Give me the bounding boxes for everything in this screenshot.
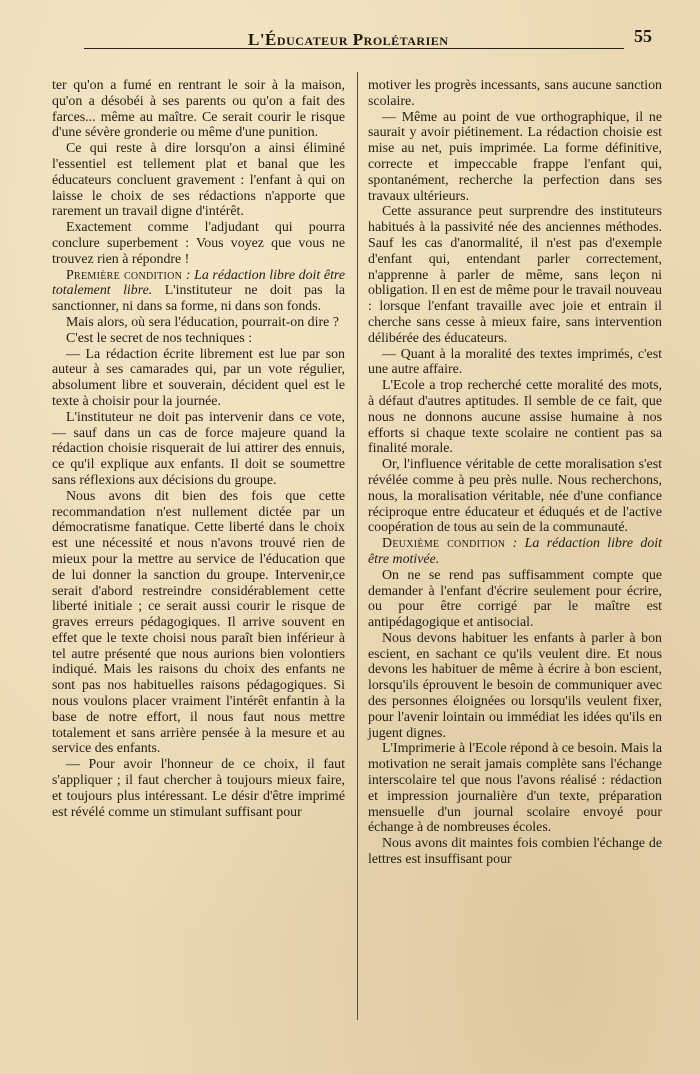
paragraph: Cette assurance peut surprendre des instituteurs habitués à la passivité née des anciennes méthodes. Sauf les cas d'anormalité, il n'est pas d'exemple d'enfant qui, entendant parler correctement, n'apprenne à parler de même, sans leçon ni obligation. Il en est de même pour le travail nouveau : lorsque l'enfant travaille avec joie et entrain il cherche sans cesse à mieux faire, sans intervention délibérée des éducateurs. (368, 204, 662, 346)
running-header (0, 26, 700, 56)
second-condition-title: : La rédaction libre doit être motivée. (368, 536, 662, 567)
paragraph: — La rédaction écrite librement est lue par son auteur à ses camarades qui, par un vote régulier, absolument libre et souverain, décident quel est le texte à choisir pour la journée. (52, 346, 345, 409)
first-condition-paragraph (52, 268, 345, 315)
first-condition-title: : La rédaction libre doit être totalement libre. (52, 267, 345, 299)
column-divider (357, 72, 358, 1020)
paragraph: Nous avons dit maintes fois combien l'échange de lettres est insuffisant pour (368, 836, 662, 868)
paragraph: L'Ecole a trop recherché cette moralité des mots, à défaut d'autres aptitudes. Il semble de ce fait, que nous ne donnons aucune assise humaine à nos efforts si chaque texte scolaire ne contient pas sa finalité morale. (368, 378, 662, 457)
paragraph: Or, l'influence véritable de cette moralisation s'est révélée comme à peu près nulle. Nous recherchons, nous, la moralisation véritable, née d'une confiance réciproque entre éducateur et éduqués et de l'active coopération de tous au sein de la communauté. (368, 457, 662, 536)
paragraph: L'instituteur ne doit pas intervenir dans ce vote, — sauf dans un cas de force majeure quand la rédaction choisie risquerait de lui attirer des ennuis, ce qu'il explique aux enfants. Il doit se soumettre sans réflexions aux décisions du groupe. (52, 409, 345, 488)
page-number: 55 (634, 26, 652, 46)
paragraph: ter qu'on a fumé en rentrant le soir à la maison, qu'on a désobéi à ses parents ou qu'on a fait des farces... même au maître. Ce serait courir le risque d'une sévère gronderie ou même d'une punition. (52, 78, 345, 141)
header-rule (84, 48, 624, 49)
paragraph: On ne se rend pas suffisamment compte que demander à l'enfant d'écrire seulement pour écrire, ou pour être corrigé par le maître est antipédagogique et antisocial. (368, 567, 662, 631)
first-condition-text: L'instituteur ne doit pas la sanctionner, ni dans sa forme, ni dans son fonds. (52, 283, 345, 315)
right-column (368, 78, 662, 868)
paragraph: Nous avons dit bien des fois que cette recommandation n'est nullement dictée par un démocratisme fanatique. Cette liberté dans le choix est une nécessité et nous n'avons trouvé rien de mieux pour la mettre au service de l'éducation que de lui donner la sanction du groupe. Intervenir,ce serait d'abord restreindre considérablement cette liberté initiale ; ce serait aussi courir le risque de graves erreurs pédagogiques. Il arrive souvent en effet que le texte choisi nous paraît bien inférieur à tel autre présenté que nous aurions bien volontiers indiqué. Mais les raisons du choix des enfants ne sont pas nos habituelles raisons pédagogiques. Si nous voulons placer vraiment l'intérêt enfantin à la base de notre effort, il nous faut nous mettre totalement et sans arrière pensée à la mesure et au service des enfants. (52, 488, 345, 757)
paragraph: — Même au point de vue orthographique, il ne saurait y avoir piétinement. La rédaction choisie est mise au net, puis imprimée. La forme définitive, correcte et impeccable frappe l'enfant qui, spontanément, recherche la perfection dans ses travaux ultérieurs. (368, 109, 662, 204)
paragraph: L'Imprimerie à l'Ecole répond à ce besoin. Mais la motivation ne serait jamais complète sans l'échange interscolaire tel que nous l'avons réalisé : rédaction et impression journalière d'un texte, préparation mensuelle d'un journal scolaire envoyé pour échange à de nombreuses écoles. (368, 741, 663, 836)
paragraph: Mais alors, où sera l'éducation, pourrait-on dire ? (66, 314, 339, 330)
paragraph: Exactement comme l'adjudant qui pourra conclure superbement : Vous voyez que vous ne trouvez rien à répondre ! (52, 220, 345, 267)
paragraph: Ce qui reste à dire lorsqu'on a ainsi éliminé l'essentiel est tellement plat et banal que les éducateurs concluent gravement : l'enfant à qui on laisse le choix de ses rédactions n'apporte que rarement un travail digne d'intérêt. (52, 141, 345, 220)
journal-title: L'Éducateur Prolétarien (248, 30, 449, 49)
paragraph: Nous devons habituer les enfants à parler à bon escient, en sachant ce qu'ils veulent dire. Et nous devons les habituer de même à écrire à bon escient, lorsqu'ils éprouvent le besoin de communiquer avec des personnes éloignées ou lorsqu'ils veulent fixer, pour l'avenir lointain ou immédiat les idées qu'ils en jugent dignes. (368, 630, 662, 741)
second-condition-label: Deuxième condition (382, 536, 506, 552)
paragraph: C'est le secret de nos techniques : (66, 330, 253, 346)
first-condition-label: Première condition (66, 267, 183, 283)
second-condition-paragraph (368, 536, 662, 568)
paragraph: — Quant à la moralité des textes imprimés, c'est une autre affaire. (368, 346, 662, 378)
paragraph: motiver les progrès incessants, sans aucune sanction scolaire. (368, 78, 662, 109)
left-column (52, 78, 345, 820)
paragraph: — Pour avoir l'honneur de ce choix, il faut s'appliquer ; il faut chercher à toujours mieux faire, et toujours plus intéressant. Le désir d'être imprimé est révélé comme un stimulant suffisant pour (52, 757, 345, 820)
